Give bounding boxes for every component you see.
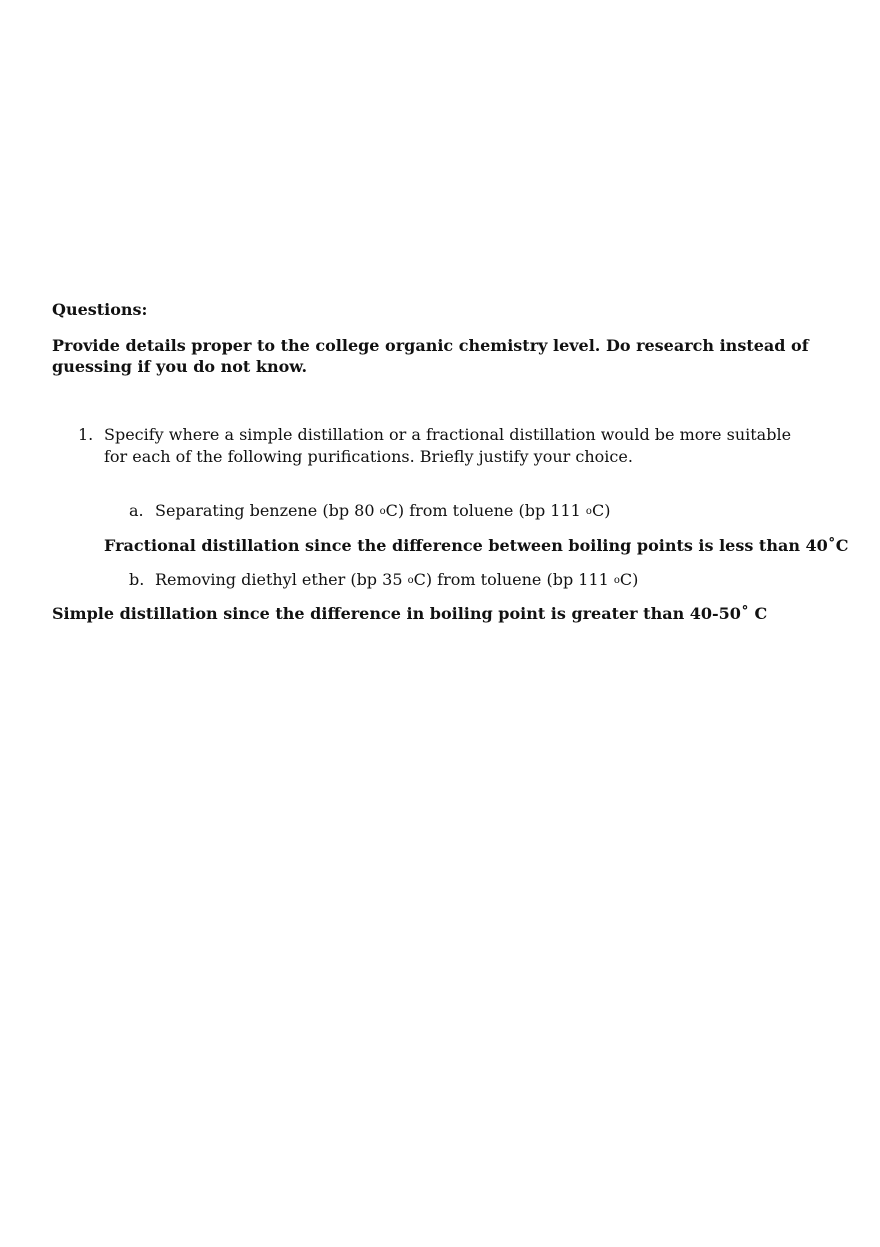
degree-superscript: o xyxy=(613,575,620,586)
sub-question-marker: b. xyxy=(129,570,145,589)
degree-superscript: o xyxy=(379,506,386,517)
sub-question-text-middle: C) from toluene (bp 111 xyxy=(413,570,614,589)
sub-question-b xyxy=(129,569,638,592)
answer-b: Simple distillation since the difference in boiling point is greater than 40-50˚ C xyxy=(52,604,768,623)
degree-superscript: o xyxy=(407,575,414,586)
instructions-text: Provide details proper to the college organic chemistry level. Do research instead of guessing if you do not know. xyxy=(52,336,809,376)
sub-question-text-start: Separating benzene (bp 80 xyxy=(155,501,380,520)
sub-question-text-end: C) xyxy=(619,570,639,589)
sub-question-text-middle: C) from toluene (bp 111 xyxy=(385,501,586,520)
questions-heading: Questions: xyxy=(52,300,148,319)
sub-question-text-end: C) xyxy=(591,501,611,520)
sub-question-a xyxy=(129,500,610,523)
sub-question-marker: a. xyxy=(129,501,144,520)
question-number: 1. xyxy=(78,425,94,444)
sub-question-text-start: Removing diethyl ether (bp 35 xyxy=(155,570,408,589)
answer-a: Fractional distillation since the difference between boiling points is less than 40˚C xyxy=(104,536,849,555)
question-1 xyxy=(78,424,828,468)
degree-superscript: o xyxy=(585,506,592,517)
question-text: Specify where a simple distillation or a fractional distillation would be more suitable for each of the following purifications. Briefly justify your choice. xyxy=(104,425,792,466)
